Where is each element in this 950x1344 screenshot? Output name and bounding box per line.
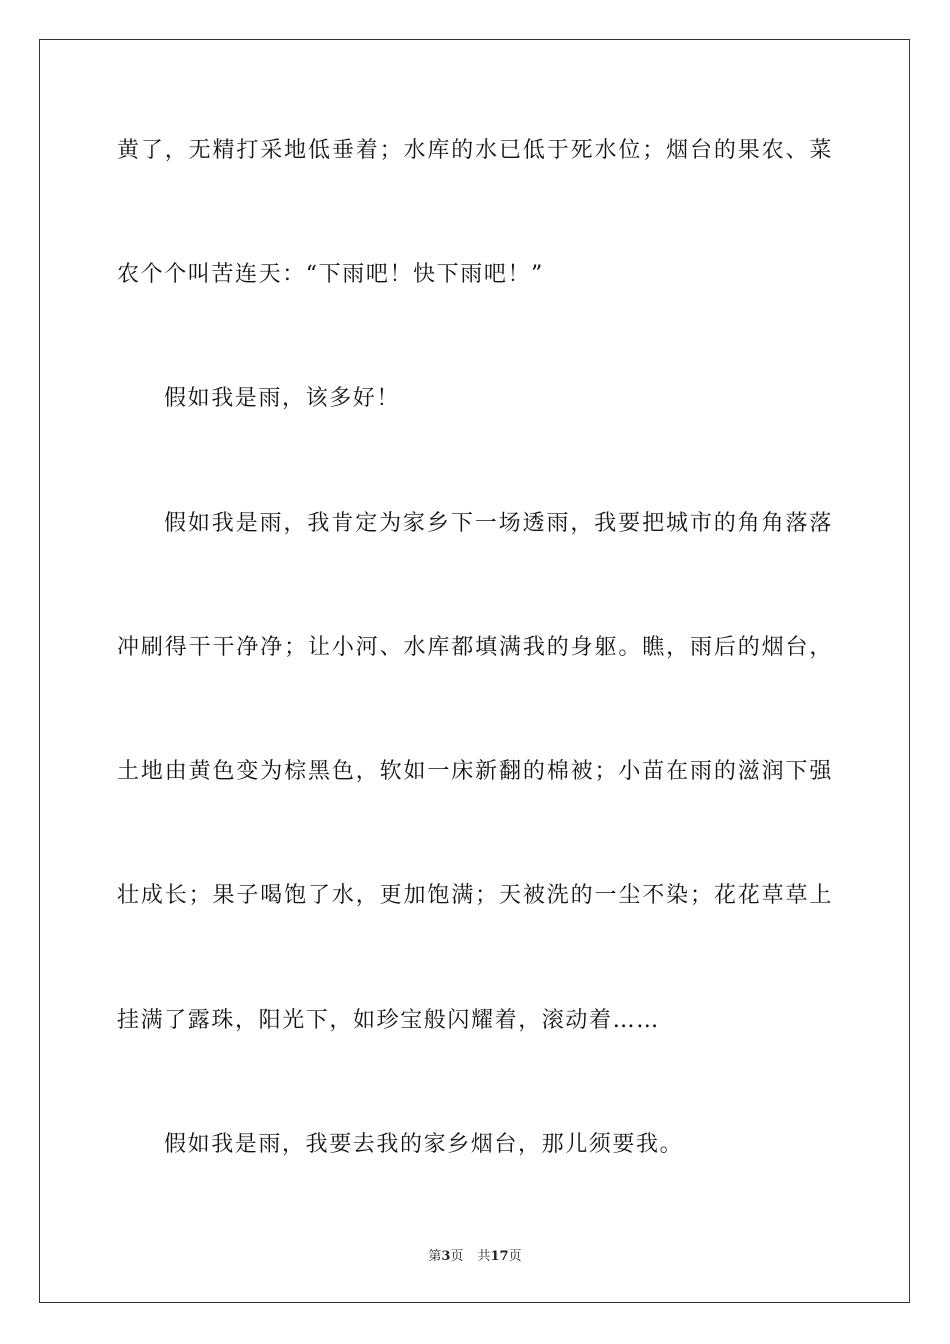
paragraph-line: 壮成长；果子喝饱了水，更加饱满；天被洗的一尘不染；花花草草上: [117, 883, 833, 908]
paragraph-line: 挂满了露珠，阳光下，如珍宝般闪耀着，滚动着……: [117, 1008, 660, 1033]
footer-total-suffix: 页: [508, 1249, 522, 1264]
page-border: [39, 39, 910, 1303]
paragraph-line: 冲刷得干干净净；让小河、水库都填满我的身躯。瞧，雨后的烟台，: [117, 635, 833, 660]
footer-page-total: 17: [490, 1249, 509, 1264]
footer-page-prefix: 第: [428, 1249, 442, 1264]
paragraph-line: 假如我是雨，我要去我的家乡烟台，那儿须要我。: [164, 1132, 684, 1157]
footer-page-current: 3: [441, 1249, 451, 1264]
paragraph-line: 土地由黄色变为棕黑色，软如一床新翻的棉被；小苗在雨的滋润下强: [117, 759, 833, 784]
paragraph-line: 假如我是雨，我肯定为家乡下一场透雨，我要把城市的角角落落: [164, 511, 833, 536]
footer-total-prefix: 共: [477, 1249, 491, 1264]
paragraph-line: 黄了，无精打采地低垂着；水库的水已低于死水位；烟台的果农、菜: [117, 138, 833, 163]
page-footer: [0, 1249, 950, 1265]
paragraph-line: 农个个叫苦连天：“下雨吧！快下雨吧！”: [117, 262, 544, 287]
footer-page-suffix: 页: [450, 1249, 464, 1264]
paragraph-line: 假如我是雨，该多好！: [164, 386, 401, 411]
